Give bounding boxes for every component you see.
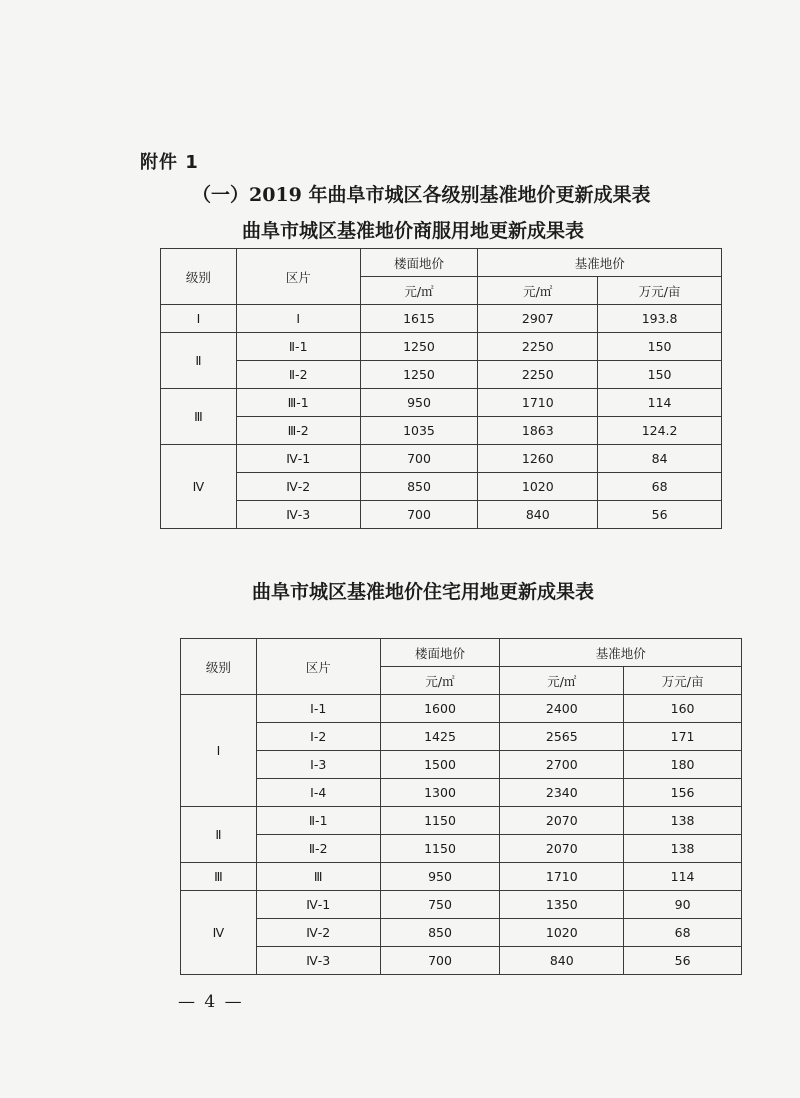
- attachment-label: 附件 1: [140, 152, 199, 173]
- table-row: [181, 723, 742, 751]
- cell-mu: 193.8: [598, 305, 722, 333]
- cell-zone: Ⅲ: [256, 863, 380, 891]
- table-row: [161, 389, 722, 417]
- cell-floor: 700: [360, 501, 478, 529]
- cell-base: 840: [500, 947, 624, 975]
- cell-base: 2907: [478, 305, 598, 333]
- header-floor-price: 楼面地价: [380, 639, 500, 667]
- header-unit-floor: 元/㎡: [360, 277, 478, 305]
- cell-mu: 114: [598, 389, 722, 417]
- cell-level: Ⅱ: [181, 807, 257, 863]
- cell-base: 1350: [500, 891, 624, 919]
- cell-level: Ⅳ: [181, 891, 257, 975]
- residential-land-price-table: [180, 638, 742, 975]
- cell-floor: 1035: [360, 417, 478, 445]
- main-title: （一）2019 年曲阜市城区各级别基准地价更新成果表: [192, 184, 651, 206]
- cell-level: Ⅰ: [181, 695, 257, 807]
- cell-zone: Ⅳ-3: [256, 947, 380, 975]
- cell-floor: 1300: [380, 779, 500, 807]
- cell-zone: Ⅰ-4: [256, 779, 380, 807]
- cell-mu: 138: [624, 807, 742, 835]
- cell-floor: 850: [380, 919, 500, 947]
- cell-base: 2700: [500, 751, 624, 779]
- cell-level: Ⅰ: [161, 305, 237, 333]
- cell-zone: Ⅰ-3: [256, 751, 380, 779]
- table-row: [181, 891, 742, 919]
- header-unit-base: 元/㎡: [500, 667, 624, 695]
- cell-base: 1710: [478, 389, 598, 417]
- cell-base: 1020: [500, 919, 624, 947]
- commercial-land-price-table: [160, 248, 722, 529]
- header-base-price: 基准地价: [478, 249, 722, 277]
- cell-base: 2070: [500, 807, 624, 835]
- cell-floor: 1615: [360, 305, 478, 333]
- cell-base: 840: [478, 501, 598, 529]
- header-zone: 区片: [236, 249, 360, 305]
- cell-zone: Ⅳ-3: [236, 501, 360, 529]
- cell-zone: Ⅰ-2: [256, 723, 380, 751]
- cell-floor: 750: [380, 891, 500, 919]
- header-zone: 区片: [256, 639, 380, 695]
- commercial-table-title: 曲阜市城区基准地价商服用地更新成果表: [242, 220, 585, 242]
- cell-mu: 150: [598, 361, 722, 389]
- header-unit-mu: 万元/亩: [598, 277, 722, 305]
- cell-zone: Ⅳ-2: [236, 473, 360, 501]
- cell-floor: 1500: [380, 751, 500, 779]
- cell-zone: Ⅰ-1: [256, 695, 380, 723]
- table-row: [181, 779, 742, 807]
- cell-base: 2565: [500, 723, 624, 751]
- header-level: 级别: [161, 249, 237, 305]
- table-row: [161, 333, 722, 361]
- cell-floor: 950: [380, 863, 500, 891]
- table-row: [161, 417, 722, 445]
- cell-zone: Ⅲ-1: [236, 389, 360, 417]
- header-base-price: 基准地价: [500, 639, 742, 667]
- cell-base: 1863: [478, 417, 598, 445]
- cell-zone: Ⅱ-1: [256, 807, 380, 835]
- table-row: [161, 305, 722, 333]
- cell-floor: 700: [380, 947, 500, 975]
- cell-zone: Ⅱ-2: [236, 361, 360, 389]
- cell-floor: 1425: [380, 723, 500, 751]
- header-level: 级别: [181, 639, 257, 695]
- cell-mu: 56: [624, 947, 742, 975]
- table-row: [181, 835, 742, 863]
- header-unit-base: 元/㎡: [478, 277, 598, 305]
- cell-mu: 138: [624, 835, 742, 863]
- cell-mu: 90: [624, 891, 742, 919]
- header-unit-mu: 万元/亩: [624, 667, 742, 695]
- cell-base: 1020: [478, 473, 598, 501]
- cell-mu: 171: [624, 723, 742, 751]
- page-number: — 4 —: [178, 992, 244, 1012]
- table-row: [181, 751, 742, 779]
- cell-zone: Ⅳ-1: [256, 891, 380, 919]
- header-unit-floor: 元/㎡: [380, 667, 500, 695]
- cell-base: 2250: [478, 361, 598, 389]
- cell-mu: 68: [598, 473, 722, 501]
- cell-floor: 950: [360, 389, 478, 417]
- cell-mu: 160: [624, 695, 742, 723]
- cell-mu: 68: [624, 919, 742, 947]
- cell-mu: 56: [598, 501, 722, 529]
- cell-mu: 156: [624, 779, 742, 807]
- cell-mu: 180: [624, 751, 742, 779]
- cell-zone: Ⅰ: [236, 305, 360, 333]
- cell-zone: Ⅳ-2: [256, 919, 380, 947]
- cell-floor: 1600: [380, 695, 500, 723]
- cell-floor: 1150: [380, 835, 500, 863]
- cell-level: Ⅲ: [161, 389, 237, 445]
- cell-mu: 124.2: [598, 417, 722, 445]
- cell-base: 1260: [478, 445, 598, 473]
- table-row: [181, 863, 742, 891]
- cell-floor: 1250: [360, 333, 478, 361]
- cell-floor: 850: [360, 473, 478, 501]
- table-row: [181, 919, 742, 947]
- cell-level: Ⅳ: [161, 445, 237, 529]
- cell-zone: Ⅱ-2: [256, 835, 380, 863]
- cell-base: 2250: [478, 333, 598, 361]
- cell-base: 2400: [500, 695, 624, 723]
- table-row: [181, 807, 742, 835]
- table-row: [161, 361, 722, 389]
- cell-level: Ⅲ: [181, 863, 257, 891]
- cell-base: 2070: [500, 835, 624, 863]
- cell-zone: Ⅱ-1: [236, 333, 360, 361]
- cell-base: 2340: [500, 779, 624, 807]
- residential-table-title: 曲阜市城区基准地价住宅用地更新成果表: [252, 581, 595, 603]
- cell-zone: Ⅲ-2: [236, 417, 360, 445]
- table-row: [161, 501, 722, 529]
- table-row: [181, 695, 742, 723]
- cell-mu: 84: [598, 445, 722, 473]
- cell-level: Ⅱ: [161, 333, 237, 389]
- table-row: [161, 473, 722, 501]
- table-row: [161, 445, 722, 473]
- header-floor-price: 楼面地价: [360, 249, 478, 277]
- cell-zone: Ⅳ-1: [236, 445, 360, 473]
- cell-mu: 114: [624, 863, 742, 891]
- cell-base: 1710: [500, 863, 624, 891]
- cell-mu: 150: [598, 333, 722, 361]
- cell-floor: 1150: [380, 807, 500, 835]
- cell-floor: 1250: [360, 361, 478, 389]
- cell-floor: 700: [360, 445, 478, 473]
- table-row: [181, 947, 742, 975]
